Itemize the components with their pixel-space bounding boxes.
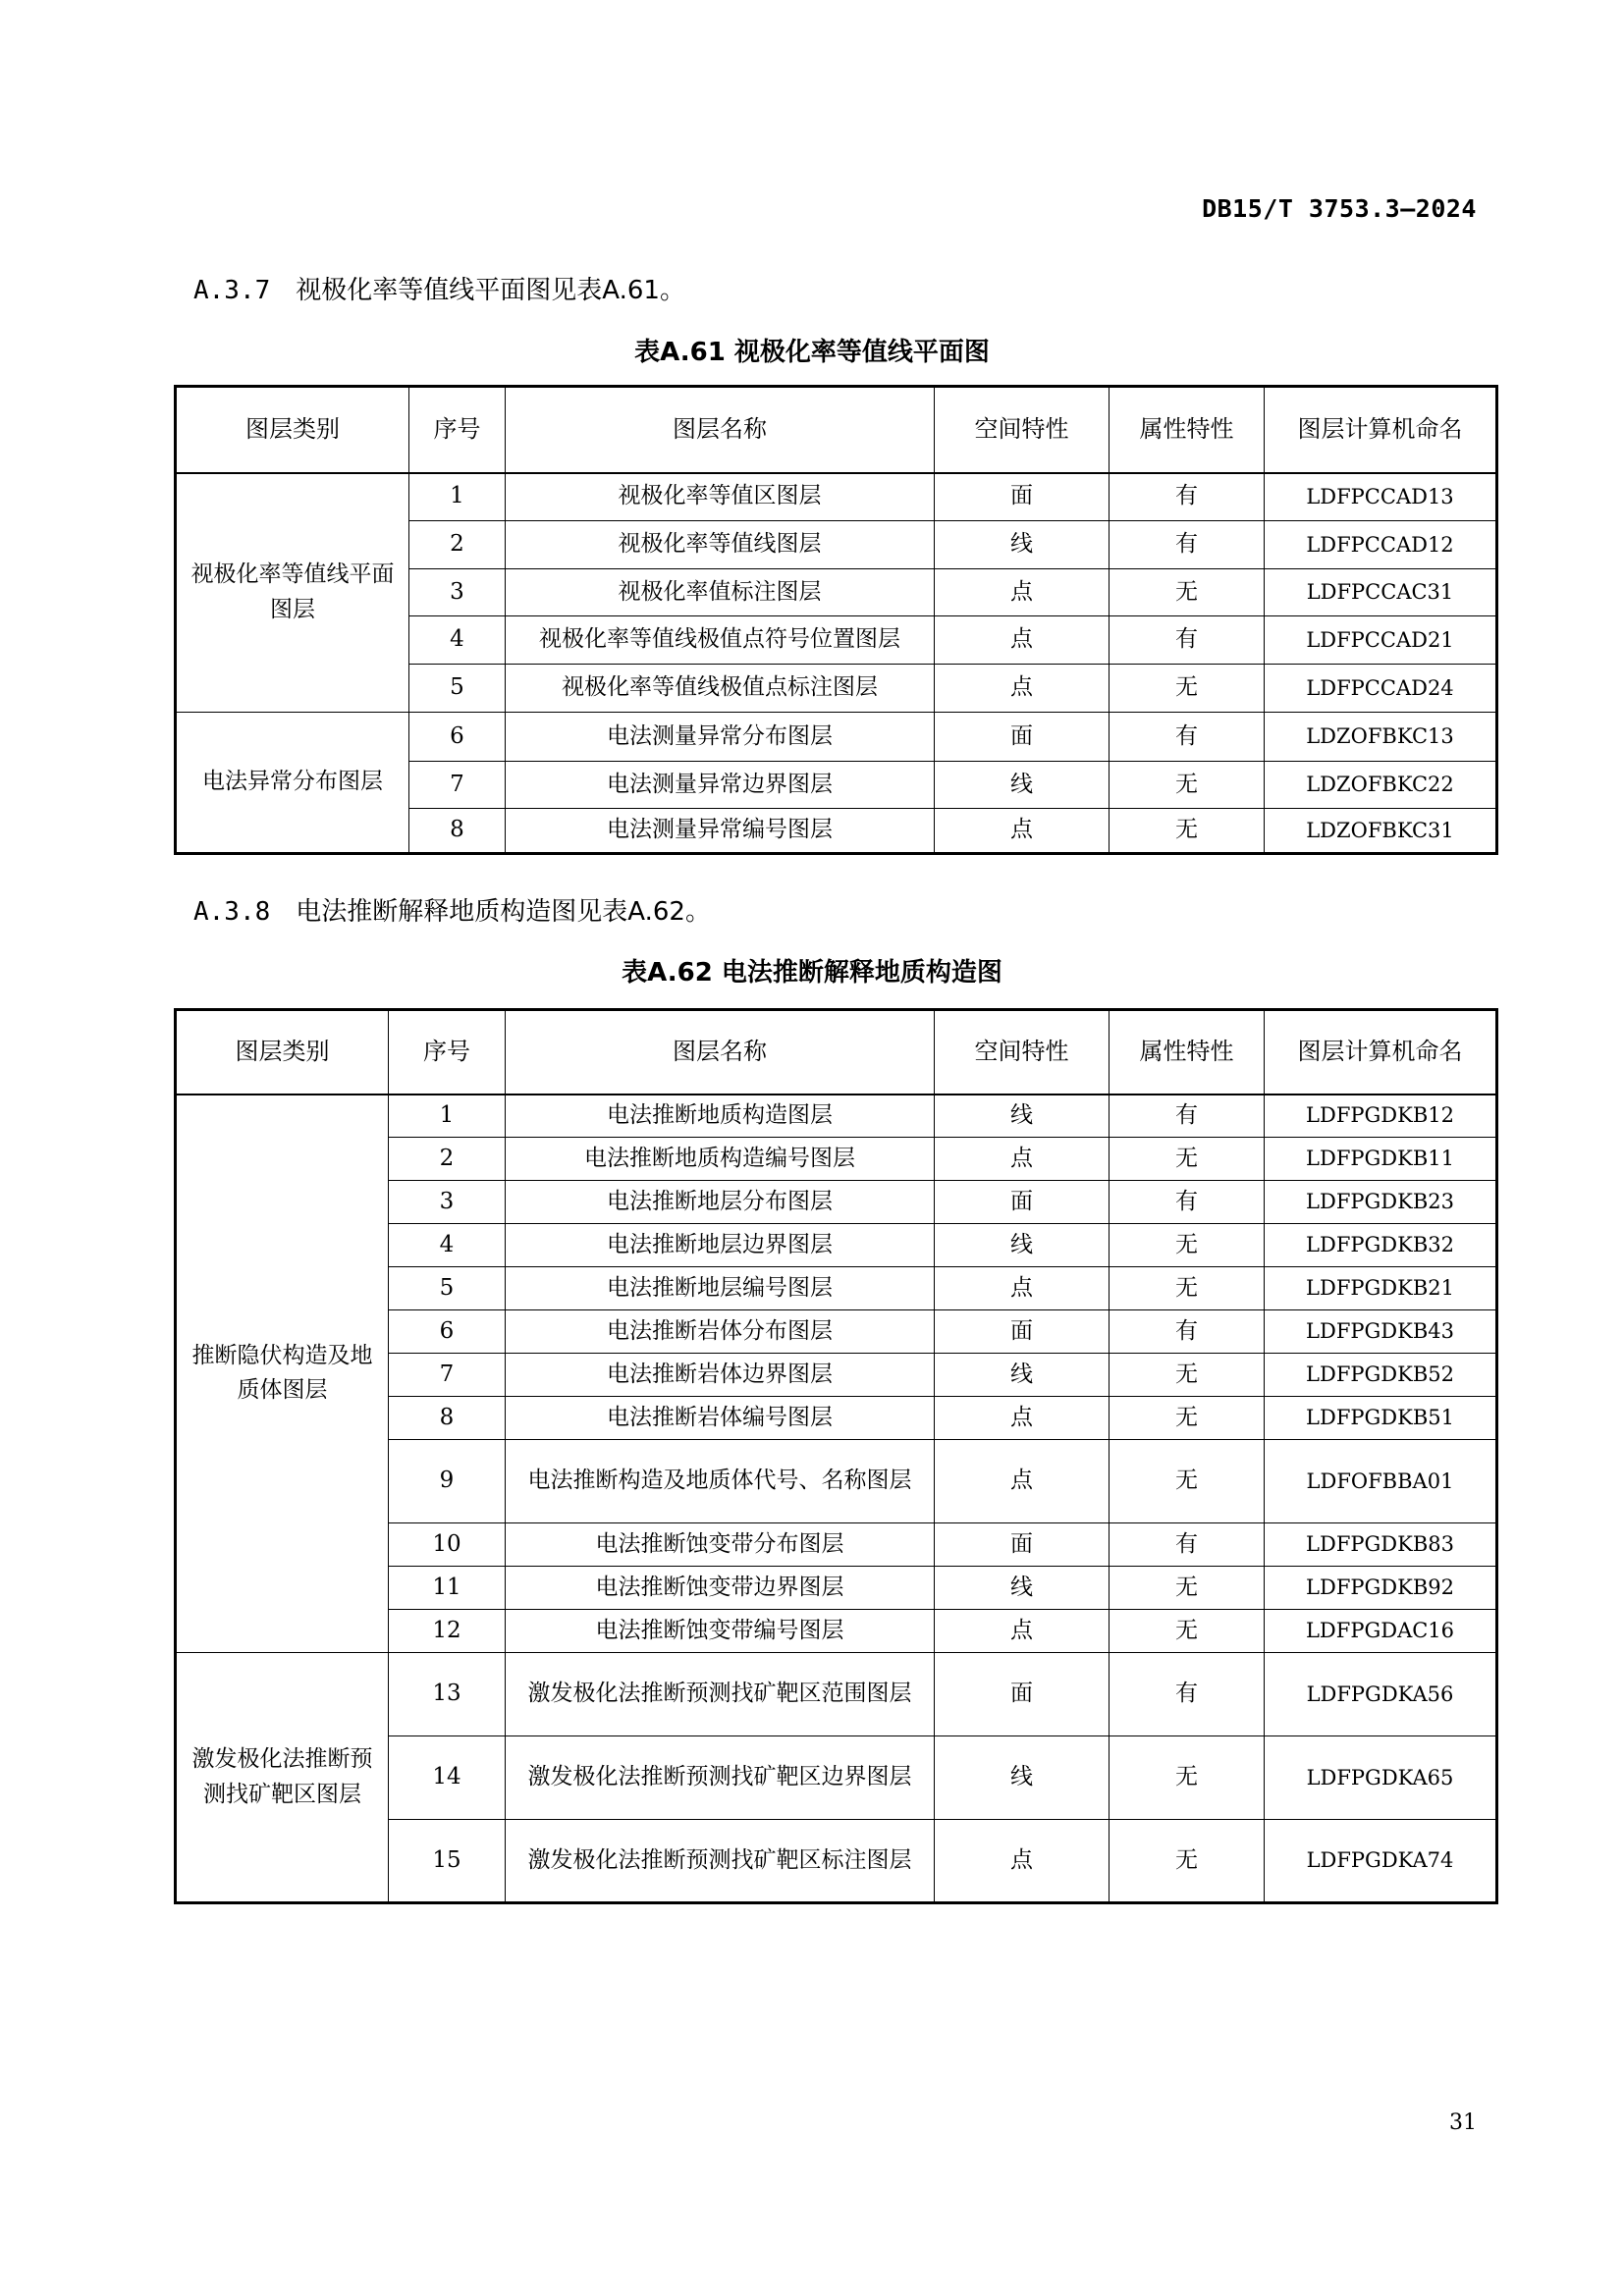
section-text: 视极化率等值线平面图见表A.61。 (296, 276, 685, 305)
layer-name-cell: 电法推断地层编号图层 (506, 1267, 935, 1310)
spatial-cell: 点 (935, 616, 1110, 665)
table-row (176, 1653, 1497, 1736)
computer-name-cell: LDFPGDAC16 (1265, 1610, 1497, 1653)
col-seq-header: 序号 (389, 1010, 506, 1095)
computer-name-cell: LDFPGDKB83 (1265, 1523, 1497, 1567)
spatial-cell: 线 (935, 1736, 1110, 1820)
computer-name-cell: LDZOFBKC13 (1265, 713, 1497, 762)
col-layer-name-header: 图层名称 (506, 387, 935, 473)
spatial-cell: 点 (935, 809, 1110, 854)
section-a38 (193, 891, 711, 928)
seq-cell: 8 (389, 1397, 506, 1440)
computer-name-cell: LDFPGDKB11 (1265, 1138, 1497, 1181)
layer-name-cell: 视极化率等值线极值点标注图层 (506, 665, 935, 713)
computer-name-cell: LDFPGDKB21 (1265, 1267, 1497, 1310)
computer-name-cell: LDFPGDKB12 (1265, 1095, 1497, 1138)
spatial-cell: 点 (935, 1397, 1110, 1440)
computer-name-cell: LDFPGDKA65 (1265, 1736, 1497, 1820)
layer-name-cell: 视极化率等值区图层 (506, 473, 935, 521)
computer-name-cell: LDFPGDKB52 (1265, 1354, 1497, 1397)
spatial-cell: 点 (935, 1267, 1110, 1310)
layer-name-cell: 电法推断蚀变带分布图层 (506, 1523, 935, 1567)
computer-name-cell: LDFOFBBA01 (1265, 1440, 1497, 1523)
seq-cell: 6 (409, 713, 506, 762)
layer-name-cell: 电法推断地层分布图层 (506, 1181, 935, 1224)
spatial-cell: 点 (935, 1440, 1110, 1523)
spatial-cell: 线 (935, 1354, 1110, 1397)
seq-cell: 7 (389, 1354, 506, 1397)
table-a61 (174, 385, 1498, 855)
attribute-cell: 有 (1110, 473, 1265, 521)
attribute-cell: 有 (1110, 1181, 1265, 1224)
spatial-cell: 面 (935, 473, 1110, 521)
layer-name-cell: 电法推断岩体边界图层 (506, 1354, 935, 1397)
attribute-cell: 有 (1110, 713, 1265, 762)
attribute-cell: 无 (1110, 1610, 1265, 1653)
spatial-cell: 点 (935, 1610, 1110, 1653)
table-row (176, 713, 1497, 762)
attribute-cell: 无 (1110, 1267, 1265, 1310)
table-a62-caption: 表A.62 电法推断解释地质构造图 (622, 958, 1002, 988)
seq-cell: 11 (389, 1567, 506, 1610)
seq-cell: 2 (389, 1138, 506, 1181)
computer-name-cell: LDFPCCAD24 (1265, 665, 1497, 713)
seq-cell: 1 (389, 1095, 506, 1138)
attribute-cell: 无 (1110, 1820, 1265, 1903)
layer-name-cell: 激发极化法推断预测找矿靶区范围图层 (506, 1653, 935, 1736)
layer-name-cell: 电法推断岩体编号图层 (506, 1397, 935, 1440)
computer-name-cell: LDFPCCAC31 (1265, 569, 1497, 616)
attribute-cell: 无 (1110, 1138, 1265, 1181)
layer-name-cell: 电法推断地质构造图层 (506, 1095, 935, 1138)
col-spatial-header: 空间特性 (935, 1010, 1110, 1095)
attribute-cell: 有 (1110, 1523, 1265, 1567)
seq-cell: 1 (409, 473, 506, 521)
seq-cell: 2 (409, 521, 506, 569)
attribute-cell: 无 (1110, 665, 1265, 713)
layer-name-cell: 激发极化法推断预测找矿靶区边界图层 (506, 1736, 935, 1820)
spatial-cell: 线 (935, 762, 1110, 809)
col-category-header: 图层类别 (176, 1010, 389, 1095)
attribute-cell: 无 (1110, 1736, 1265, 1820)
header-row (176, 387, 1497, 473)
layer-name-cell: 电法测量异常边界图层 (506, 762, 935, 809)
layer-category: 视极化率等值线平面图层 (176, 473, 409, 713)
attribute-cell: 无 (1110, 1567, 1265, 1610)
table-a61-caption: 表A.61 视极化率等值线平面图 (634, 338, 990, 367)
section-a37 (193, 270, 685, 306)
attribute-cell: 有 (1110, 1653, 1265, 1736)
spatial-cell: 线 (935, 1224, 1110, 1267)
layer-name-cell: 电法推断蚀变带边界图层 (506, 1567, 935, 1610)
spatial-cell: 点 (935, 665, 1110, 713)
attribute-cell: 无 (1110, 1397, 1265, 1440)
spatial-cell: 面 (935, 1181, 1110, 1224)
layer-name-cell: 视极化率值标注图层 (506, 569, 935, 616)
computer-name-cell: LDFPCCAD21 (1265, 616, 1497, 665)
col-computer-name-header: 图层计算机命名 (1265, 387, 1497, 473)
header-row (176, 1010, 1497, 1095)
spatial-cell: 线 (935, 1567, 1110, 1610)
computer-name-cell: LDFPGDKB43 (1265, 1310, 1497, 1354)
attribute-cell: 有 (1110, 521, 1265, 569)
page-number: 31 (1449, 2110, 1477, 2135)
seq-cell: 14 (389, 1736, 506, 1820)
attribute-cell: 无 (1110, 1224, 1265, 1267)
seq-cell: 9 (389, 1440, 506, 1523)
col-category-header: 图层类别 (176, 387, 409, 473)
seq-cell: 3 (409, 569, 506, 616)
attribute-cell: 无 (1110, 569, 1265, 616)
layer-name-cell: 电法推断地质构造编号图层 (506, 1138, 935, 1181)
layer-category: 激发极化法推断预测找矿靶区图层 (176, 1653, 389, 1903)
spatial-cell: 点 (935, 1820, 1110, 1903)
spatial-cell: 面 (935, 1523, 1110, 1567)
seq-cell: 5 (389, 1267, 506, 1310)
layer-name-cell: 视极化率等值线图层 (506, 521, 935, 569)
layer-name-cell: 视极化率等值线极值点符号位置图层 (506, 616, 935, 665)
computer-name-cell: LDFPGDKB51 (1265, 1397, 1497, 1440)
computer-name-cell: LDZOFBKC31 (1265, 809, 1497, 854)
attribute-cell: 无 (1110, 762, 1265, 809)
seq-cell: 4 (409, 616, 506, 665)
spatial-cell: 面 (935, 1653, 1110, 1736)
seq-cell: 10 (389, 1523, 506, 1567)
layer-name-cell: 电法推断岩体分布图层 (506, 1310, 935, 1354)
table-a62 (174, 1008, 1498, 1904)
table-row (176, 1095, 1497, 1138)
attribute-cell: 有 (1110, 1310, 1265, 1354)
table-row (176, 473, 1497, 521)
document-code: DB15/T 3753.3—2024 (1202, 194, 1477, 223)
spatial-cell: 面 (935, 1310, 1110, 1354)
seq-cell: 13 (389, 1653, 506, 1736)
section-number: A.3.7 (193, 276, 271, 305)
spatial-cell: 线 (935, 521, 1110, 569)
layer-name-cell: 电法推断地层边界图层 (506, 1224, 935, 1267)
layer-category: 推断隐伏构造及地质体图层 (176, 1095, 389, 1653)
spatial-cell: 线 (935, 1095, 1110, 1138)
seq-cell: 12 (389, 1610, 506, 1653)
layer-name-cell: 电法推断蚀变带编号图层 (506, 1610, 935, 1653)
col-attribute-header: 属性特性 (1110, 387, 1265, 473)
computer-name-cell: LDFPGDKA56 (1265, 1653, 1497, 1736)
computer-name-cell: LDFPGDKB92 (1265, 1567, 1497, 1610)
col-seq-header: 序号 (409, 387, 506, 473)
seq-cell: 3 (389, 1181, 506, 1224)
attribute-cell: 无 (1110, 1440, 1265, 1523)
computer-name-cell: LDFPGDKB32 (1265, 1224, 1497, 1267)
layer-category: 电法异常分布图层 (176, 713, 409, 854)
spatial-cell: 面 (935, 713, 1110, 762)
computer-name-cell: LDFPGDKB23 (1265, 1181, 1497, 1224)
section-text: 电法推断解释地质构造图见表A.62。 (296, 897, 711, 927)
computer-name-cell: LDFPCCAD12 (1265, 521, 1497, 569)
seq-cell: 4 (389, 1224, 506, 1267)
computer-name-cell: LDZOFBKC22 (1265, 762, 1497, 809)
computer-name-cell: LDFPCCAD13 (1265, 473, 1497, 521)
section-number: A.3.8 (193, 897, 271, 927)
col-layer-name-header: 图层名称 (506, 1010, 935, 1095)
seq-cell: 6 (389, 1310, 506, 1354)
layer-name-cell: 激发极化法推断预测找矿靶区标注图层 (506, 1820, 935, 1903)
layer-name-cell: 电法测量异常编号图层 (506, 809, 935, 854)
seq-cell: 15 (389, 1820, 506, 1903)
attribute-cell: 无 (1110, 809, 1265, 854)
attribute-cell: 有 (1110, 616, 1265, 665)
seq-cell: 7 (409, 762, 506, 809)
seq-cell: 8 (409, 809, 506, 854)
col-attribute-header: 属性特性 (1110, 1010, 1265, 1095)
attribute-cell: 有 (1110, 1095, 1265, 1138)
layer-name-cell: 电法测量异常分布图层 (506, 713, 935, 762)
spatial-cell: 点 (935, 569, 1110, 616)
computer-name-cell: LDFPGDKA74 (1265, 1820, 1497, 1903)
attribute-cell: 无 (1110, 1354, 1265, 1397)
layer-name-cell: 电法推断构造及地质体代号、名称图层 (506, 1440, 935, 1523)
col-spatial-header: 空间特性 (935, 387, 1110, 473)
col-computer-name-header: 图层计算机命名 (1265, 1010, 1497, 1095)
spatial-cell: 点 (935, 1138, 1110, 1181)
seq-cell: 5 (409, 665, 506, 713)
